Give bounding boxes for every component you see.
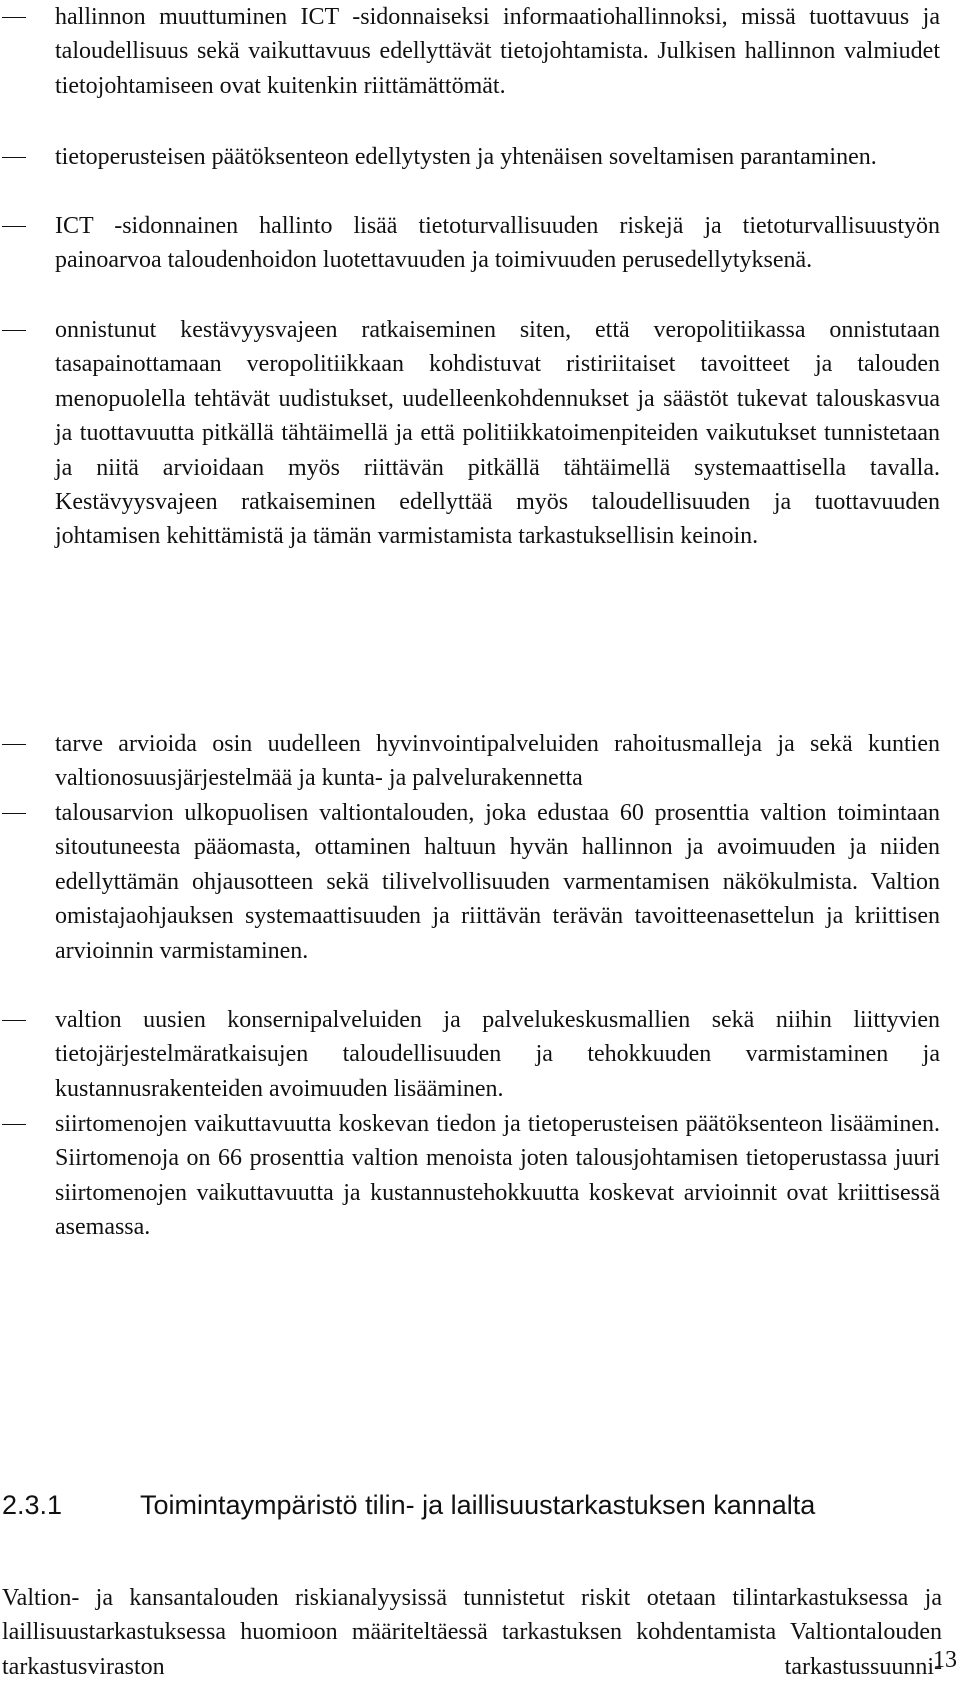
list-item xyxy=(0,209,960,278)
list-item xyxy=(0,796,960,968)
list-item-text: hallinnon muuttuminen ICT -sidonnaiseksi informaatiohallinnoksi, missä tuottavuus ja taloudellisuus sekä vaikuttavuus edellyttävät tietojohtamista. Julkisen hallinnon valmiudet tietojohtamiseen ovat kuitenkin riittämättömät. xyxy=(55,4,940,99)
list-item-text: tietoperusteisen päätöksenteon edellytysten ja yhtenäisen soveltamisen parantaminen. xyxy=(55,144,877,170)
list-item xyxy=(0,727,960,796)
dash-bullet-icon xyxy=(2,157,26,158)
list-item-text: ICT -sidonnainen hallinto lisää tietoturvallisuuden riskejä ja tietoturvallisuustyön painoarvoa taloudenhoidon luotettavuuden ja toimivuuden perusedellytyksenä. xyxy=(55,213,940,274)
dash-bullet-icon xyxy=(2,744,26,745)
section-title: Toimintaympäristö tilin- ja laillisuustarkastuksen kannalta xyxy=(140,1490,816,1520)
list-item xyxy=(0,1003,960,1106)
dash-bullet-icon xyxy=(2,226,26,227)
dash-bullet-icon xyxy=(2,330,26,331)
list-item-text: siirtomenojen vaikuttavuutta koskevan tiedon ja tietoperusteisen päätöksenteon lisääminen. Siirtomenoja on 66 prosenttia valtion menoista joten talousjohtamisen tietoperustassa juuri siirtomenojen vaikuttavuutta ja kustannustehokkuutta koskevat arvioinnit ovat kriittisessä asemassa. xyxy=(55,1111,940,1241)
list-item-text: valtion uusien konsernipalveluiden ja palvelukeskusmallien sekä niihin liittyvien tietojärjestelmäratkaisujen taloudellisuuden ja tehokkuuden varmistaminen ja kustannusrakenteiden avoimuuden lisääminen. xyxy=(55,1007,940,1102)
list-item xyxy=(0,1107,960,1245)
section-number: 2.3.1 xyxy=(2,1490,63,1520)
dash-bullet-icon xyxy=(2,813,26,814)
list-item xyxy=(0,313,960,554)
list-item xyxy=(0,140,960,174)
dash-bullet-icon xyxy=(2,1020,26,1021)
list-item-text: talousarvion ulkopuolisen valtiontalouden, joka edustaa 60 prosenttia valtion toimintaan sitoutuneesta pääomasta, ottaminen haltuun hyvän hallinnon ja avoimuuden ja niiden edellyttämän ohjausotteen sekä tilivelvollisuuden varmentamisen näkökulmista. Valtion omistajaohjauksen systemaattisuuden ja riittävän terävän tavoitteenasettelun ja kriittisen arvioinnin varmistaminen. xyxy=(55,800,940,964)
body-paragraph: Valtion- ja kansantalouden riskianalyysissä tunnistetut riskit otetaan tilintarkastuksessa ja laillisuustarkastuksessa huomioon määriteltäessä tarkastuksen kohdentamista Valtiontalouden tarkastusviraston tarkastussuunni- xyxy=(2,1585,942,1680)
list-item xyxy=(0,0,960,103)
page-number: 13 xyxy=(933,1647,957,1673)
dash-bullet-icon xyxy=(2,1124,26,1125)
list-item-text: onnistunut kestävyysvajeen ratkaiseminen siten, että veropolitiikassa onnistutaan tasapainottamaan veropolitiikkaan kohdistuvat ristiriitaiset tavoitteet ja talouden menopuolella tehtävät uudistukset, uudelleenkohdennukset ja säästöt tukevat talouskasvua ja tuottavuutta pitkällä tähtäimellä ja että politiikkatoimenpiteiden vaikutukset tunnistetaan ja niitä arvioidaan myös riittävän pitkällä tähtäimellä systemaattisella tavalla. Kestävyysvajeen ratkaiseminen edellyttää myös taloudellisuuden ja tuottavuuden johtamisen kehittämistä ja tämän varmistamista tarkastuksellisin keinoin. xyxy=(55,317,940,550)
dash-bullet-icon xyxy=(2,17,26,18)
list-item-text: tarve arvioida osin uudelleen hyvinvointipalveluiden rahoitusmalleja ja sekä kuntien valtionosuusjärjestelmää ja kunta- ja palvelurakennetta xyxy=(55,731,940,792)
